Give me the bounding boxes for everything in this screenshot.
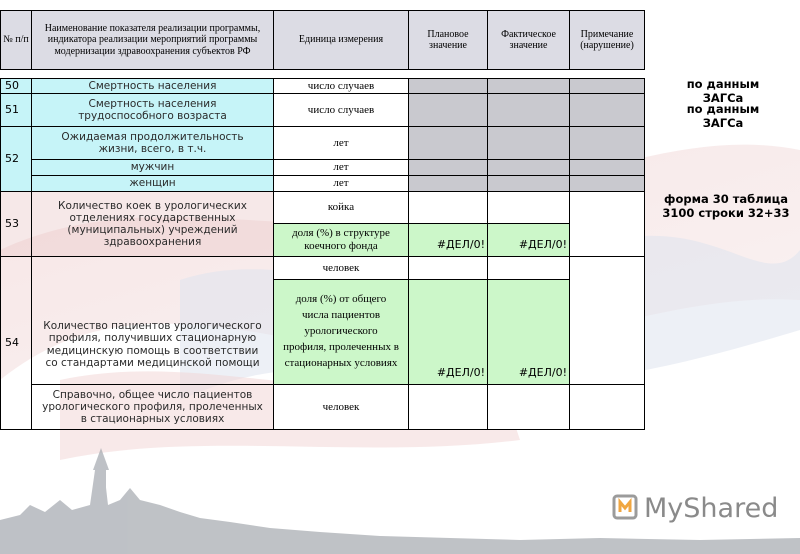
row-54-name: Количество пациентов урологического профиля, получивших стационарную медицинскую помощь в соответствии со стандартами медицинской помощи	[31, 256, 274, 385]
row-53-note-cell[interactable]	[569, 191, 645, 257]
row-53-fact-beds[interactable]	[487, 191, 570, 224]
row-52-women-label: женщин	[31, 175, 274, 192]
row-52-men-plan[interactable]	[408, 159, 488, 176]
row-54-unit-people: человек	[273, 256, 409, 280]
row-50-name: Смертность населения	[31, 78, 274, 94]
row-51-note[interactable]	[569, 93, 645, 127]
row-51-name: Смертность населения трудоспособного возраста	[31, 93, 274, 127]
row-53-fact-share[interactable]: #ДЕЛ/0!	[487, 223, 570, 257]
header-fact: Фактическое значение	[487, 10, 570, 70]
row-52-women-plan[interactable]	[408, 175, 488, 192]
myshared-logo-icon	[612, 492, 642, 522]
header-name: Наименование показателя реализации программы, индикатора реализации мероприятий программы модернизации здравоохранения субъектов РФ	[31, 10, 274, 70]
row-53-unit-beds: койка	[273, 191, 409, 224]
row-53-num: 53	[0, 191, 32, 257]
row-52-women-unit: лет	[273, 175, 409, 192]
row-52-name: Ожидаемая продолжительность жизни, всего, в т.ч.	[31, 126, 274, 160]
header-note: Примечание (нарушение)	[569, 10, 645, 70]
row-52-plan[interactable]	[408, 126, 488, 160]
row-53-plan-share[interactable]: #ДЕЛ/0!	[408, 223, 488, 257]
header-num: № п/п	[0, 10, 32, 70]
header-plan: Плановое значение	[408, 10, 488, 70]
row-51-unit: число случаев	[273, 93, 409, 127]
myshared-logo-text: MyShared	[644, 493, 779, 524]
row-50-num: 50	[0, 78, 32, 94]
row-51-plan[interactable]	[408, 93, 488, 127]
row-53-plan-beds[interactable]	[408, 191, 488, 224]
row-54-num: 54	[0, 256, 32, 430]
row-53-unit-share: доля (%) в структуре коечного фонда	[273, 223, 409, 257]
row-54-plan-people[interactable]	[408, 256, 488, 280]
row-52-num: 52	[0, 126, 32, 192]
row-54-note-cell[interactable]	[569, 256, 645, 385]
row-52-women-fact[interactable]	[487, 175, 570, 192]
row-54-ref-note[interactable]	[569, 384, 645, 430]
row-52-men-note[interactable]	[569, 159, 645, 176]
row-54-ref-unit: человек	[273, 384, 409, 430]
row-52-men-fact[interactable]	[487, 159, 570, 176]
row-54-ref-name: Справочно, общее число пациентов урологического профиля, пролеченных в стационарных условиях	[31, 384, 274, 430]
row-54-ref-plan[interactable]	[408, 384, 488, 430]
row-54-fact-share[interactable]: #ДЕЛ/0!	[487, 279, 570, 385]
note-row-50: по данным ЗАГСа	[686, 77, 760, 105]
row-51-num: 51	[0, 93, 32, 127]
row-51-fact[interactable]	[487, 93, 570, 127]
row-52-men-unit: лет	[273, 159, 409, 176]
row-52-unit: лет	[273, 126, 409, 160]
row-54-plan-share[interactable]: #ДЕЛ/0!	[408, 279, 488, 385]
row-52-note[interactable]	[569, 126, 645, 160]
note-row-53: форма 30 таблица 3100 строки 32+33	[662, 192, 790, 220]
row-50-fact[interactable]	[487, 78, 570, 94]
row-54-ref-fact[interactable]	[487, 384, 570, 430]
row-50-note[interactable]	[569, 78, 645, 94]
row-53-name: Количество коек в урологических отделениях государственных (муниципальных) учреждений здравоохранения	[31, 191, 274, 257]
row-52-fact[interactable]	[487, 126, 570, 160]
row-54-fact-people[interactable]	[487, 256, 570, 280]
row-50-plan[interactable]	[408, 78, 488, 94]
row-50-unit: число случаев	[273, 78, 409, 94]
note-row-51: по данным ЗАГСа	[686, 102, 760, 130]
header-unit: Единица измерения	[273, 10, 409, 70]
row-54-unit-share: доля (%) от общего числа пациентов урологического профиля, пролеченных в стационарных условиях	[273, 279, 409, 385]
row-52-men-label: мужчин	[31, 159, 274, 176]
row-52-women-note[interactable]	[569, 175, 645, 192]
